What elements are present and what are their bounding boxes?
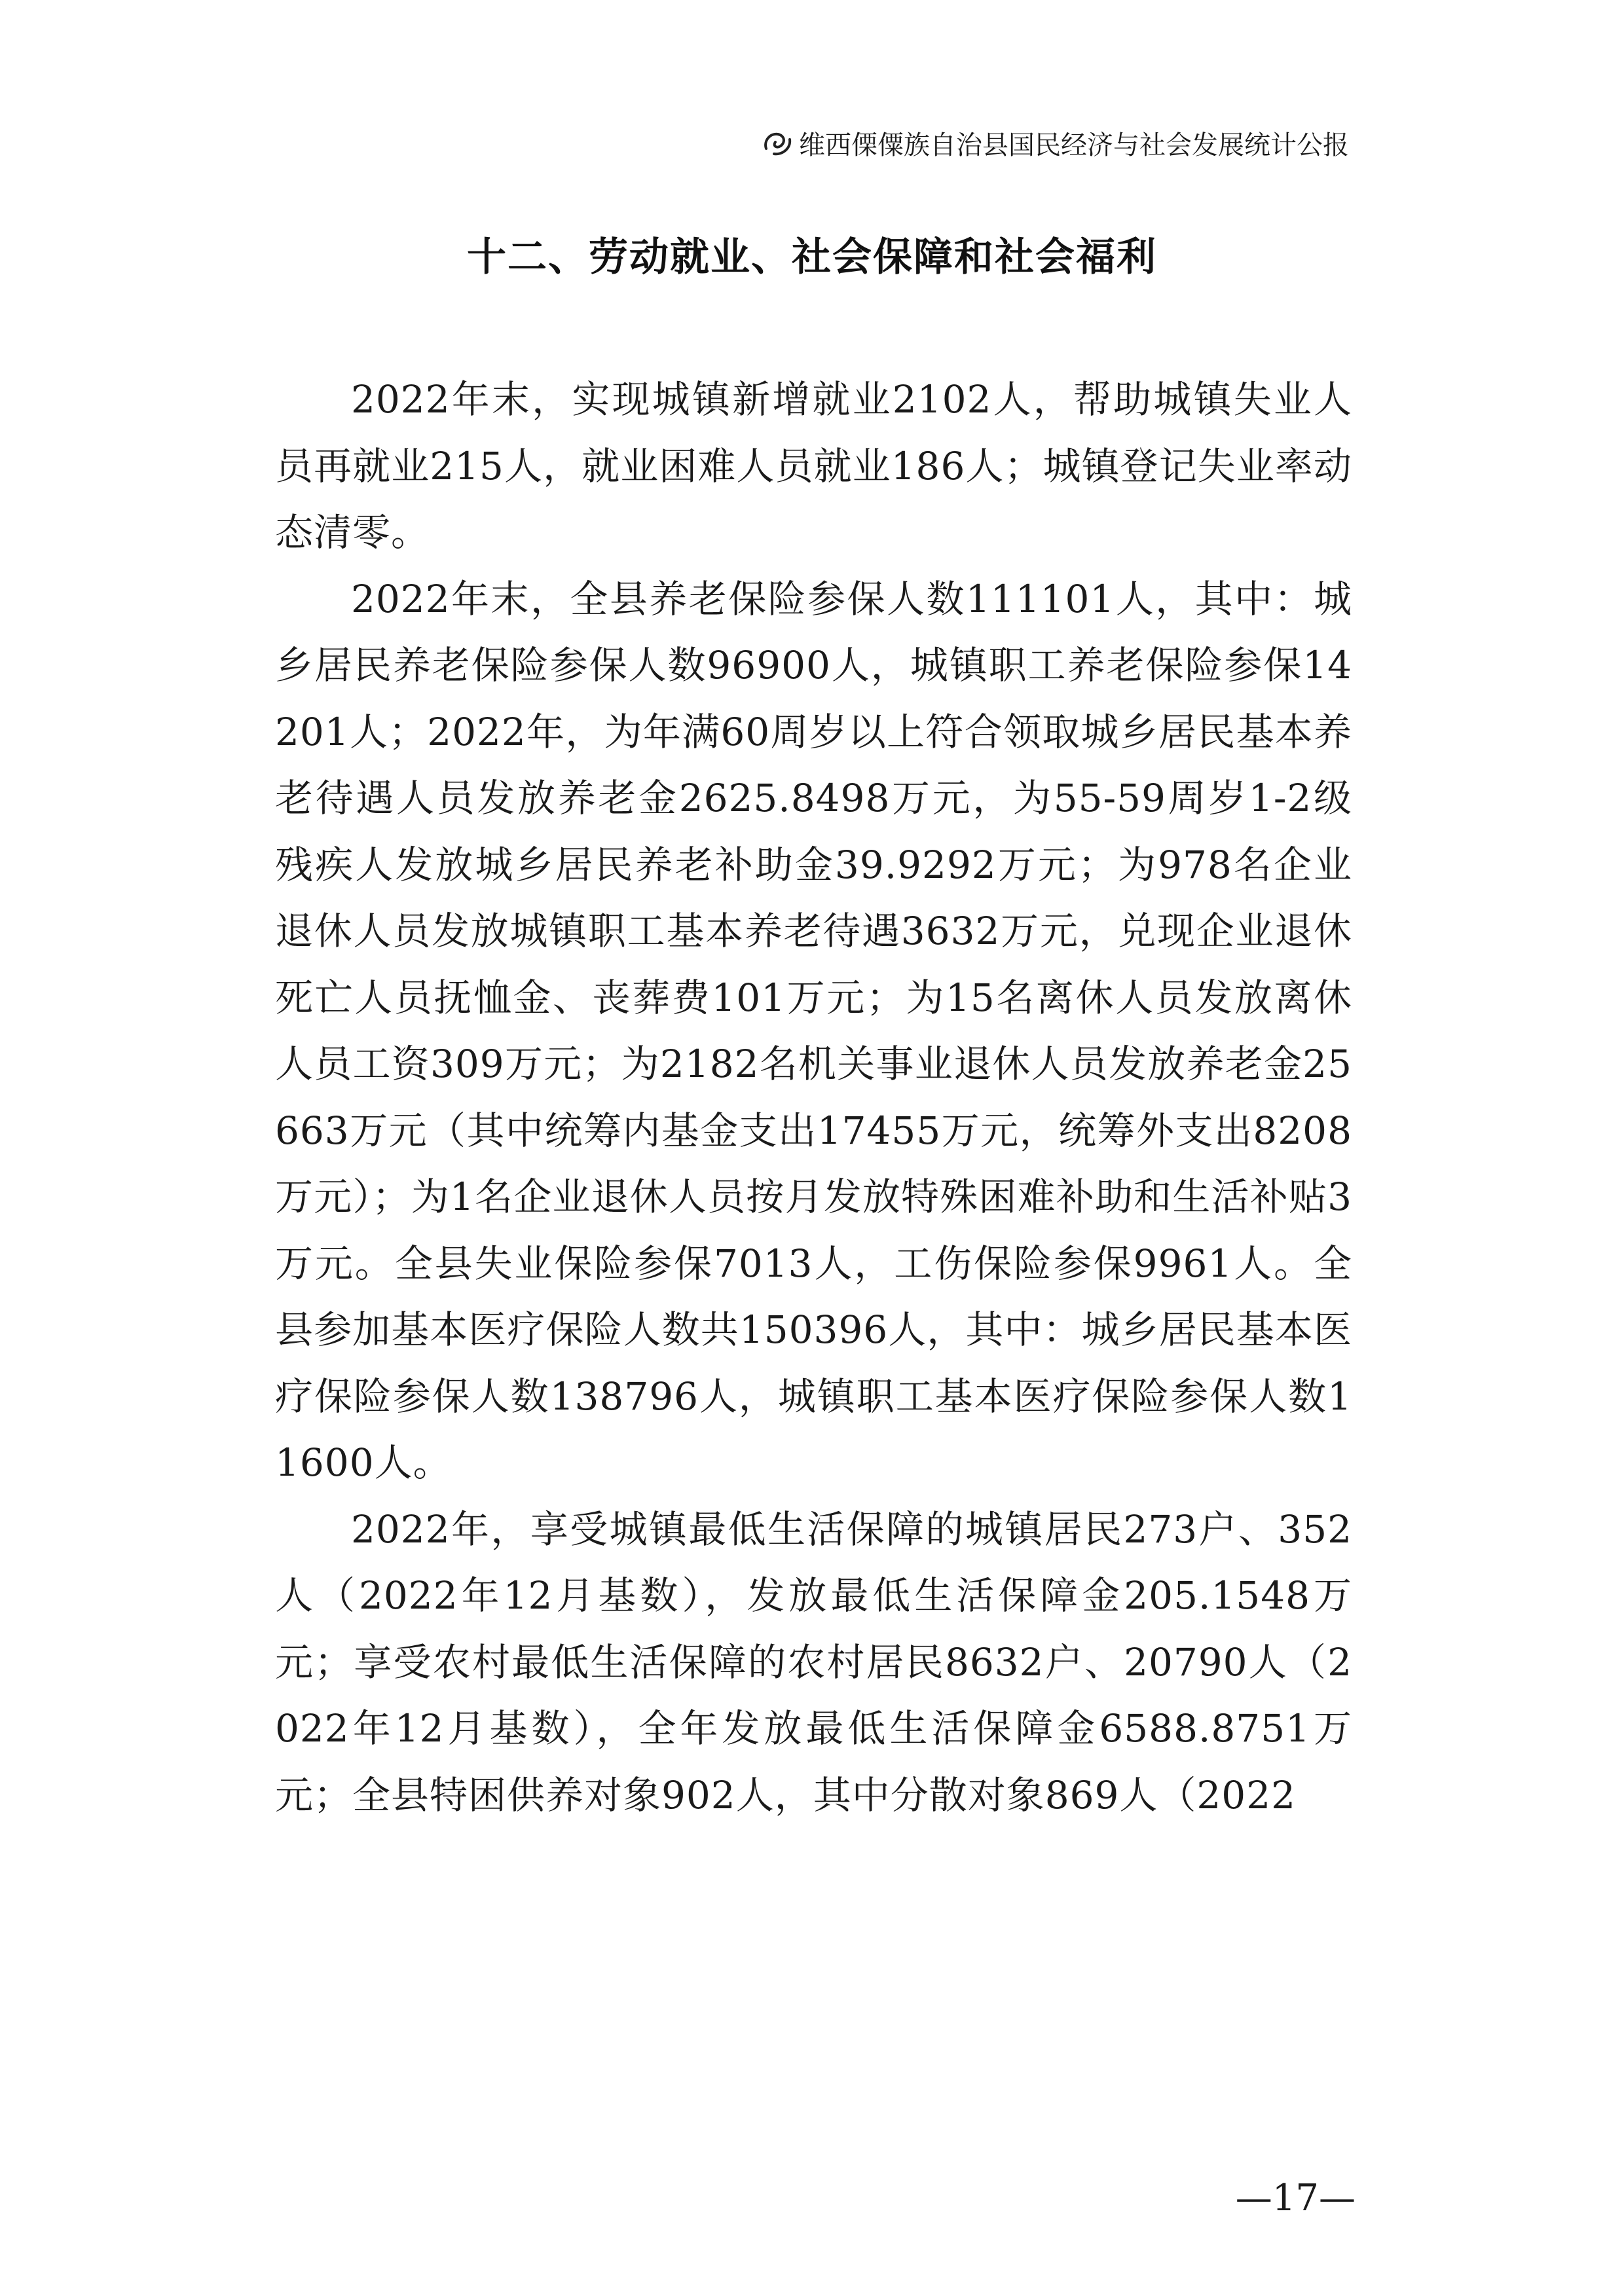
paragraph-employment: 2022年末，实现城镇新增就业2102人，帮助城镇失业人员再就业215人，就业困难人员就业186人；城镇登记失业率动态清零。 [275, 377, 1352, 555]
page-number: —17— [1235, 2177, 1356, 2219]
running-header-title: 维西傈僳族自治县国民经济与社会发展统计公报 [799, 130, 1349, 160]
paragraph-social-insurance: 2022年末，全县养老保险参保人数111101人，其中：城乡居民养老保险参保人数96900人，城镇职工养老保险参保14201人；2022年，为年满60周岁以上符合领取城乡居民基本养老待遇人员发放养老金2625.8498万元，为55-59周岁1-2级残疾人发放城乡居民养老补助金39.9292万元；为978名企业退休人员发放城镇职工基本养老待遇3632万元，兑现企业退休死亡人员抚恤金、丧葬费101万元；为15名离休人员发放离休人员工资309万元；为2182名机关事业退休人员发放养老金25663万元（其中统筹内基金支出17455万元，统筹外支出8208万元）；为1名企业退休人员按月发放特殊困难补助和生活补贴3万元。全县失业保险参保7013人，工伤保险参保9961人。全县参加基本医疗保险人数共150396人，其中：城乡居民基本医疗保险参保人数138796人，城镇职工基本医疗保险参保人数11600人。 [275, 576, 1352, 1485]
section-title: 十二、劳动就业、社会保障和社会福利 [467, 234, 1157, 280]
paragraph-minimum-living-security: 2022年，享受城镇最低生活保障的城镇居民273户、352人（2022年12月基数），发放最低生活保障金205.1548万元；享受农村最低生活保障的农村居民8632户、20790人（2022年12月基数），全年发放最低生活保障金6588.8751万元；全县特困供养对象902人，其中分散对象869人（2022 [275, 1506, 1352, 1817]
running-header [761, 124, 1349, 162]
body-text [275, 367, 1352, 1829]
swirl-logo-icon [761, 129, 795, 158]
